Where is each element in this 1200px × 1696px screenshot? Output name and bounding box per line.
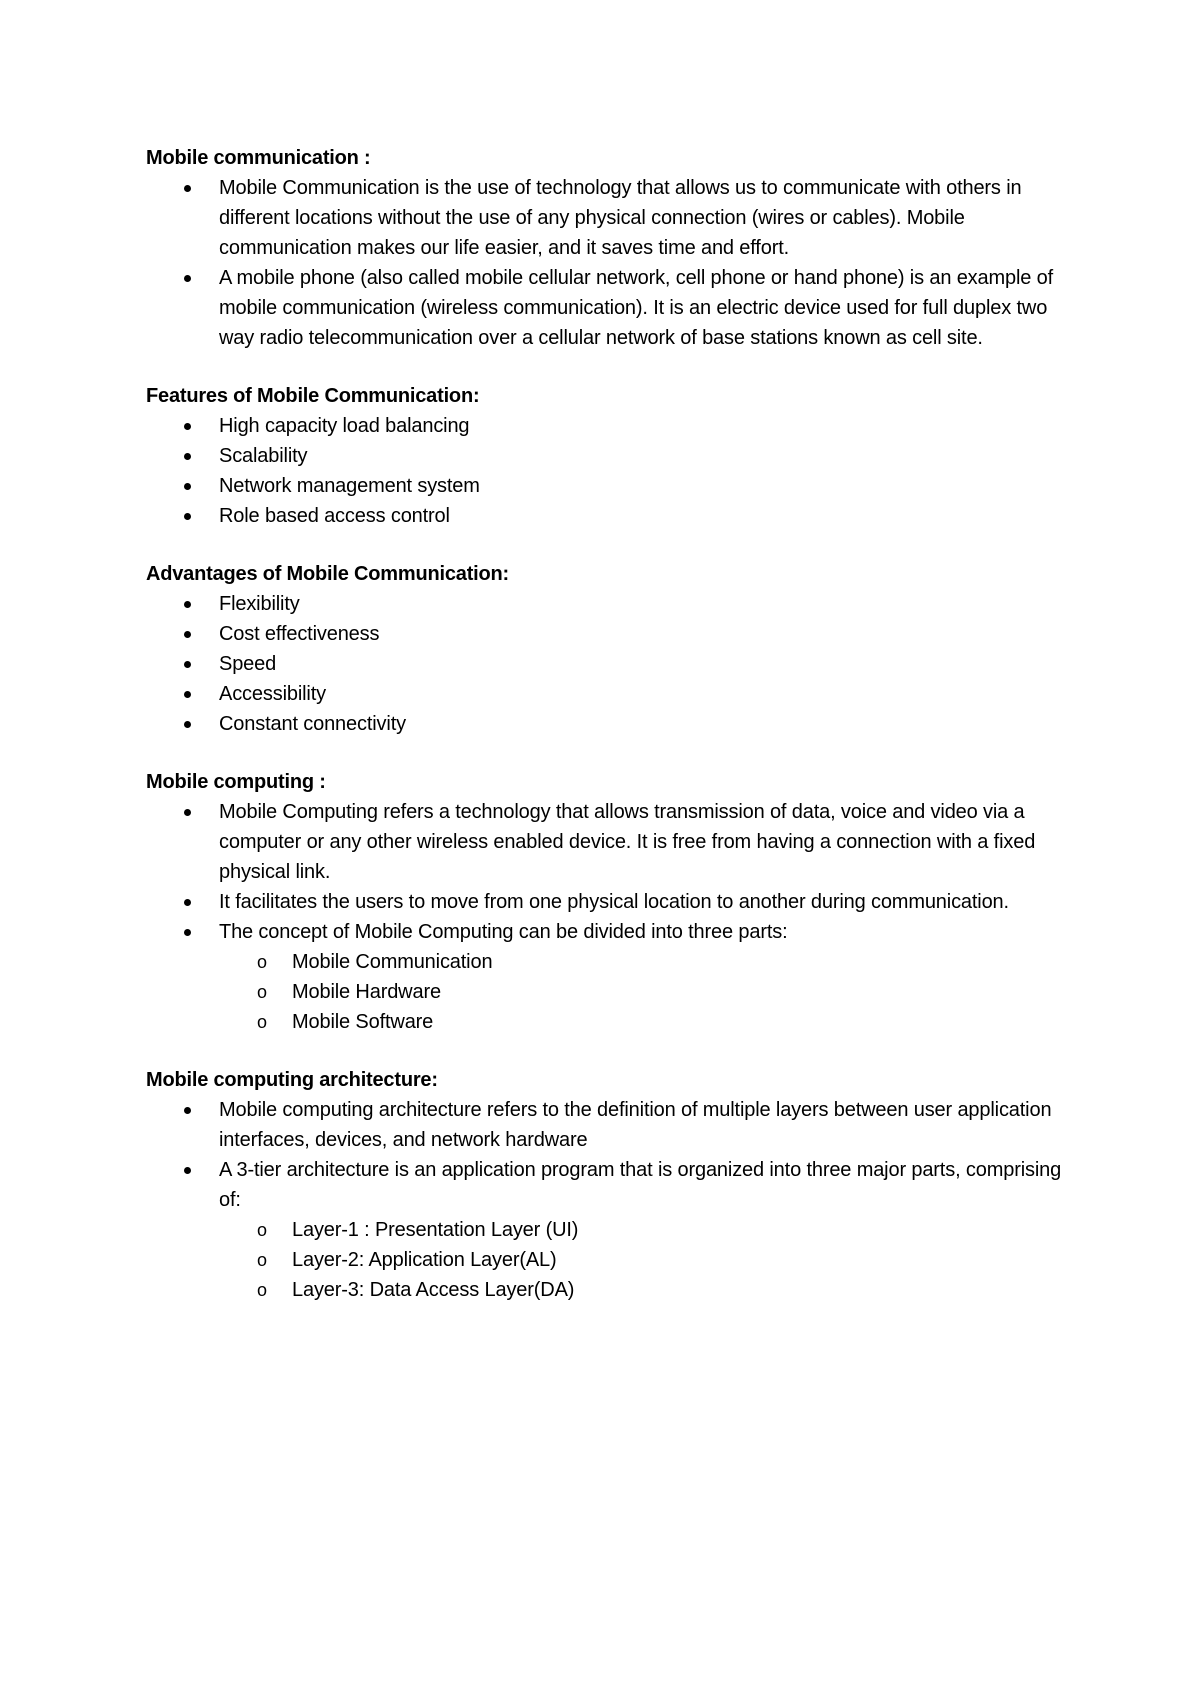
circle-bullet-icon: o xyxy=(257,952,267,972)
list-item xyxy=(146,797,1076,887)
bullet-icon xyxy=(184,809,191,816)
list-item-text: Mobile computing architecture refers to the definition of multiple layers between user application interfaces, devices, and network hardware xyxy=(219,1099,1052,1151)
circle-bullet-icon: o xyxy=(257,1250,267,1270)
sub-list-item xyxy=(219,1245,1076,1275)
sub-list-item-text: Mobile Software xyxy=(292,1011,434,1033)
sub-list-item xyxy=(219,1275,1076,1305)
list-item-text: It facilitates the users to move from one physical location to another during communication. xyxy=(219,891,1009,913)
circle-bullet-icon: o xyxy=(257,1012,267,1032)
bullet-icon xyxy=(184,631,191,638)
list-item xyxy=(146,1095,1076,1155)
bullet-icon xyxy=(184,661,191,668)
sub-list-item xyxy=(219,977,1076,1007)
bullet-list xyxy=(146,173,1076,353)
list-item-text: Role based access control xyxy=(219,505,450,527)
list-item-text: Accessibility xyxy=(219,683,326,705)
list-item xyxy=(146,173,1076,263)
sub-list-item xyxy=(219,1215,1076,1245)
list-item xyxy=(146,917,1076,1037)
sub-list-item-text: Layer-3: Data Access Layer(DA) xyxy=(292,1279,575,1301)
bullet-icon xyxy=(184,423,191,430)
list-item-text: Mobile Communication is the use of technology that allows us to communicate with others in different locations without the use of any physical connection (wires or cables). Mobile communication makes our life easier, and it saves time and effort. xyxy=(219,177,1022,259)
section-heading: Mobile computing architecture: xyxy=(146,1069,438,1091)
sub-list-item-text: Layer-1 : Presentation Layer (UI) xyxy=(292,1219,579,1241)
section-features xyxy=(146,381,1076,531)
list-item xyxy=(146,589,1076,619)
circle-bullet-icon: o xyxy=(257,1280,267,1300)
list-item xyxy=(146,1155,1076,1305)
list-item-text: The concept of Mobile Computing can be divided into three parts: xyxy=(219,921,788,943)
list-item xyxy=(146,709,1076,739)
bullet-icon xyxy=(184,721,191,728)
bullet-icon xyxy=(184,929,191,936)
sub-bullet-list xyxy=(219,1215,1076,1305)
section-heading: Mobile communication : xyxy=(146,147,371,169)
bullet-list xyxy=(146,589,1076,739)
list-item xyxy=(146,887,1076,917)
section-heading: Advantages of Mobile Communication: xyxy=(146,563,510,585)
list-item-text: Cost effectiveness xyxy=(219,623,380,645)
section-architecture xyxy=(146,1065,1076,1305)
bullet-icon xyxy=(184,1167,191,1174)
sub-list-item xyxy=(219,1007,1076,1037)
section-mobile-computing xyxy=(146,767,1076,1037)
list-item xyxy=(146,441,1076,471)
section-heading: Mobile computing : xyxy=(146,771,326,793)
list-item xyxy=(146,619,1076,649)
list-item-text: Network management system xyxy=(219,475,480,497)
list-item xyxy=(146,411,1076,441)
sub-list-item-text: Layer-2: Application Layer(AL) xyxy=(292,1249,557,1271)
list-item-text: Flexibility xyxy=(219,593,300,615)
list-item xyxy=(146,679,1076,709)
bullet-icon xyxy=(184,601,191,608)
list-item-text: Scalability xyxy=(219,445,308,467)
list-item-text: High capacity load balancing xyxy=(219,415,470,437)
bullet-icon xyxy=(184,899,191,906)
bullet-icon xyxy=(184,691,191,698)
sub-list-item xyxy=(219,947,1076,977)
section-advantages xyxy=(146,559,1076,739)
circle-bullet-icon: o xyxy=(257,982,267,1002)
bullet-list xyxy=(146,1095,1076,1305)
bullet-list xyxy=(146,797,1076,1037)
list-item xyxy=(146,263,1076,353)
section-heading: Features of Mobile Communication: xyxy=(146,385,480,407)
bullet-list xyxy=(146,411,1076,531)
sub-list-item-text: Mobile Hardware xyxy=(292,981,441,1003)
bullet-icon xyxy=(184,185,191,192)
sub-list-item-text: Mobile Communication xyxy=(292,951,493,973)
bullet-icon xyxy=(184,275,191,282)
bullet-icon xyxy=(184,453,191,460)
list-item-text: Speed xyxy=(219,653,277,675)
list-item-text: A mobile phone (also called mobile cellular network, cell phone or hand phone) is an example of mobile communication (wireless communication). It is an electric device used for full duplex two way radio telecommunication over a cellular network of base stations known as cell site. xyxy=(219,267,1054,349)
sub-bullet-list xyxy=(219,947,1076,1037)
list-item-text: A 3-tier architecture is an application program that is organized into three major parts, comprising of: xyxy=(219,1159,1062,1211)
list-item xyxy=(146,471,1076,501)
bullet-icon xyxy=(184,483,191,490)
circle-bullet-icon: o xyxy=(257,1220,267,1240)
section-mobile-communication xyxy=(146,143,1076,353)
list-item-text: Constant connectivity xyxy=(219,713,406,735)
document-page xyxy=(146,143,1076,1333)
list-item xyxy=(146,649,1076,679)
list-item xyxy=(146,501,1076,531)
bullet-icon xyxy=(184,1107,191,1114)
bullet-icon xyxy=(184,513,191,520)
list-item-text: Mobile Computing refers a technology that allows transmission of data, voice and video via a computer or any other wireless enabled device. It is free from having a connection with a fixed physical link. xyxy=(219,801,1036,883)
